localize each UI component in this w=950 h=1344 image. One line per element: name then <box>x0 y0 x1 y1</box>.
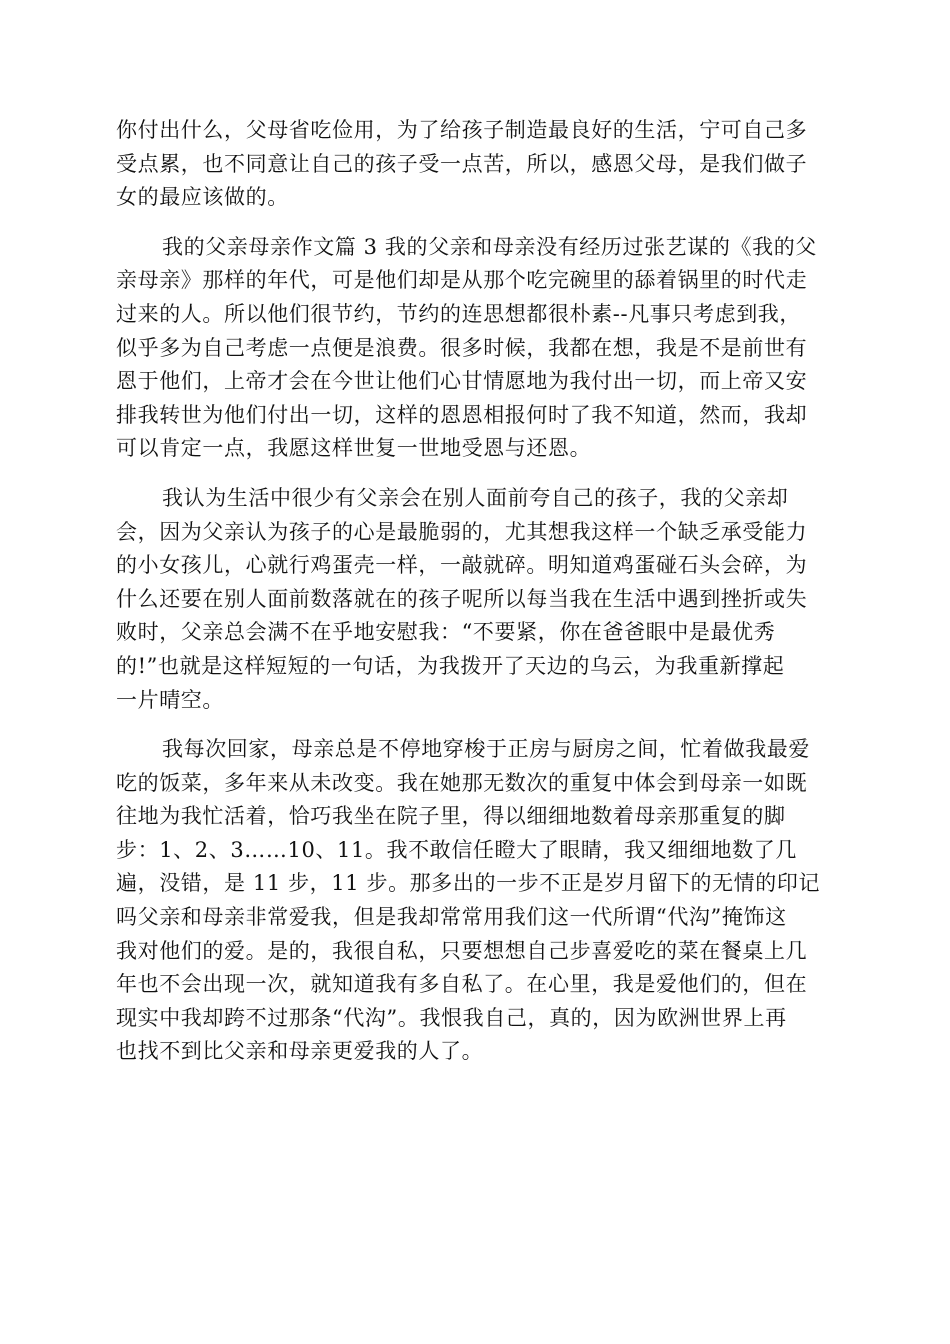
text-line: 恩于他们，上帝才会在今世让他们心甘情愿地为我付出一切，而上帝又安 <box>116 369 808 394</box>
text-line: 你付出什么，父母省吃俭用，为了给孩子制造最良好的生活，宁可自己多 <box>116 118 808 142</box>
text-line: 女的最应该做的。 <box>116 185 289 210</box>
text-line: 我认为生活中很少有父亲会在别人面前夸自己的孩子，我的父亲却 <box>162 485 789 510</box>
text-line: 遍，没错，是 11 步，11 步。那多出的一步不正是岁月留下的无情的印记 <box>116 871 821 896</box>
text-line: 什么还要在别人面前数落就在的孩子呢所以每当我在生活中遇到挫折或失 <box>116 586 808 611</box>
text-line: 的小女孩儿，心就行鸡蛋壳一样，一敲就碎。明知道鸡蛋碰石头会碎，为 <box>116 553 808 578</box>
paragraph-1 <box>116 114 836 215</box>
text-line: 亲母亲》那样的年代，可是他们却是从那个吃完碗里的舔着锅里的时代走 <box>116 268 808 293</box>
text-line: 受点累，也不同意让自己的孩子受一点苦，所以，感恩父母，是我们做子 <box>116 151 808 176</box>
text-line: 年也不会出现一次，就知道我有多自私了。在心里，我是爱他们的，但在 <box>116 972 808 997</box>
text-line: 步：1、2、3……10、11。我不敢信任瞪大了眼睛，我又细细地数了几 <box>116 837 797 862</box>
paragraph-2 <box>116 231 836 466</box>
text-line: 败时，父亲总会满不在乎地安慰我：“不要紧，你在爸爸眼中是最优秀 <box>116 620 776 645</box>
text-line: 吗父亲和母亲非常爱我，但是我却常常用我们这一代所谓“代沟”掩饰这 <box>116 905 787 930</box>
text-line: 一片晴空。 <box>116 687 224 712</box>
text-line: 现实中我却跨不过那条“代沟”。我恨我自己，真的，因为欧洲世界上再 <box>116 1005 787 1030</box>
text-line: 可以肯定一点，我愿这样世复一世地受恩与还恩。 <box>116 436 592 461</box>
paragraph-3 <box>116 482 836 717</box>
text-line: 我对他们的爱。是的，我很自私，只要想想自己步喜爱吃的菜在餐桌上几 <box>116 938 808 963</box>
text-line: 我每次回家，母亲总是不停地穿梭于正房与厨房之间，忙着做我最爱 <box>162 737 810 762</box>
text-line: 我的父亲母亲作文篇 3 我的父亲和母亲没有经历过张艺谋的《我的父 <box>162 234 817 259</box>
text-line: 吃的饭菜，多年来从未改变。我在她那无数次的重复中体会到母亲一如既 <box>116 770 808 795</box>
text-line: 过来的人。所以他们很节约，节约的连思想都很朴素--凡事只考虑到我， <box>116 301 801 326</box>
text-line: 往地为我忙活着，恰巧我坐在院子里，得以细细地数着母亲那重复的脚 <box>116 804 786 829</box>
document-body <box>116 114 836 1085</box>
text-line: 也找不到比父亲和母亲更爱我的人了。 <box>116 1039 484 1064</box>
text-line: 排我转世为他们付出一切，这样的恩恩相报何时了我不知道，然而，我却 <box>116 402 808 427</box>
text-line: 会，因为父亲认为孩子的心是最脆弱的，尤其想我这样一个缺乏承受能力 <box>116 519 808 544</box>
text-line: 似乎多为自己考虑一点便是浪费。很多时候，我都在想，我是不是前世有 <box>116 335 808 360</box>
paragraph-4 <box>116 733 836 1069</box>
text-line: 的!”也就是这样短短的一句话，为我拨开了天边的乌云，为我重新撑起 <box>116 653 785 678</box>
